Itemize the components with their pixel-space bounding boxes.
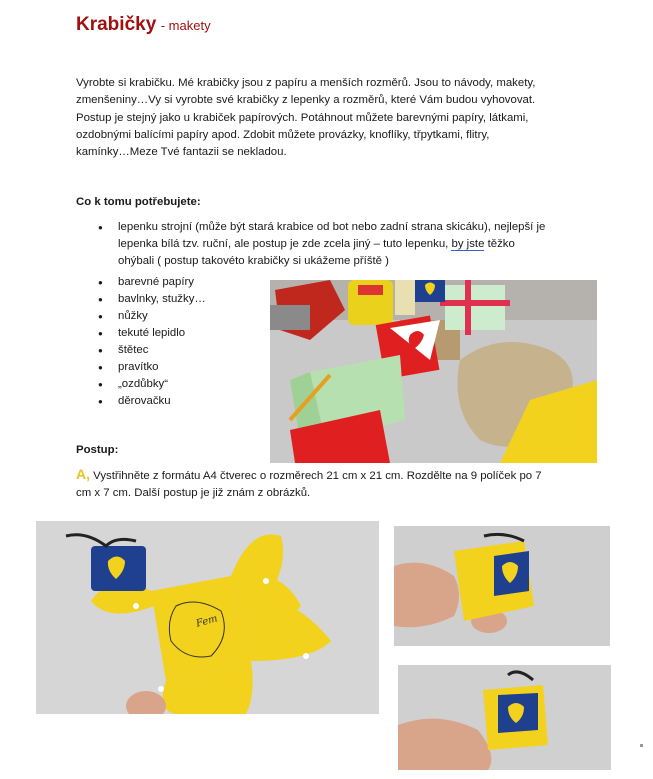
photo-box-in-hand [394, 526, 610, 646]
intro-line: Postup je stejný jako u krabiček papírových. Potáhnout můžete barevnými papíry, látkami, [76, 111, 529, 124]
list-item: ● pravítko [98, 359, 576, 376]
page-title [76, 14, 211, 36]
list-item: ● barevné papíry [98, 274, 576, 291]
list-item-line [118, 236, 576, 253]
title-subtitle: - makety [160, 18, 211, 33]
list-item: ● štětec [98, 342, 576, 359]
list-item: ● bavlnky, stužky… [98, 291, 576, 308]
step-a-paragraph [76, 466, 576, 503]
step-a-line: cm x 7 cm. Další postup je již znám z obrázků. [76, 487, 311, 500]
list-item: ● tekuté lepidlo [98, 325, 576, 342]
title-main: Krabičky [76, 14, 157, 35]
list-item: ● nůžky [98, 308, 576, 325]
postup-heading: Postup: [76, 444, 119, 456]
photo-box-in-hand-2 [398, 665, 611, 770]
intro-line: ozdobnými balícími papíry apod. Zdobit můžete provázky, knoflíky, třpytkami, flitry, [76, 128, 490, 141]
intro-line: zmenšeniny…Vy si vyrobte své krabičky z lepenky a rozměrů, které Vám budou vyhovovat. [76, 94, 536, 107]
list-item-line: ● lepenku strojní (může být stará krabice od bot nebo zadní strana skicáku), nejlepší je [118, 221, 546, 233]
needs-heading: Co k tomu potřebujete: [76, 196, 201, 208]
list-item-text: těžko [484, 238, 515, 250]
photo-unfolded-box [36, 521, 379, 714]
list-item: ● „ozdůbky“ [98, 376, 576, 393]
intro-line: Vyrobte si krabičku. Mé krabičky jsou z papíru a menších rozměrů. Jsou to návody, makety, [76, 77, 536, 89]
step-letter: A, [76, 466, 90, 482]
list-item [98, 219, 576, 270]
intro-line: kamínky…Meze Tvé fantazii se nekladou. [76, 146, 287, 159]
list-item-text: lepenka bílá tzv. ruční, ale postup je zde zcela jiný – tuto lepenku, [118, 238, 452, 250]
intro-paragraph [76, 75, 576, 161]
step-a-text: Vystřihněte z formátu A4 čtverec o rozměrech 21 cm x 21 cm. Rozdělte na 9 políček po 7 [90, 470, 542, 482]
list-item: ● děrovačku [98, 393, 576, 410]
photo-craft-supplies [270, 280, 597, 463]
list-item-line: ohýbali ( postup takovéto krabičky si ukážeme příště ) [118, 255, 389, 267]
underlined-text: by jste [451, 238, 485, 250]
page-marker [640, 744, 643, 747]
photo-handwritten-label: Fem [194, 613, 219, 630]
step-a-line [76, 466, 576, 485]
